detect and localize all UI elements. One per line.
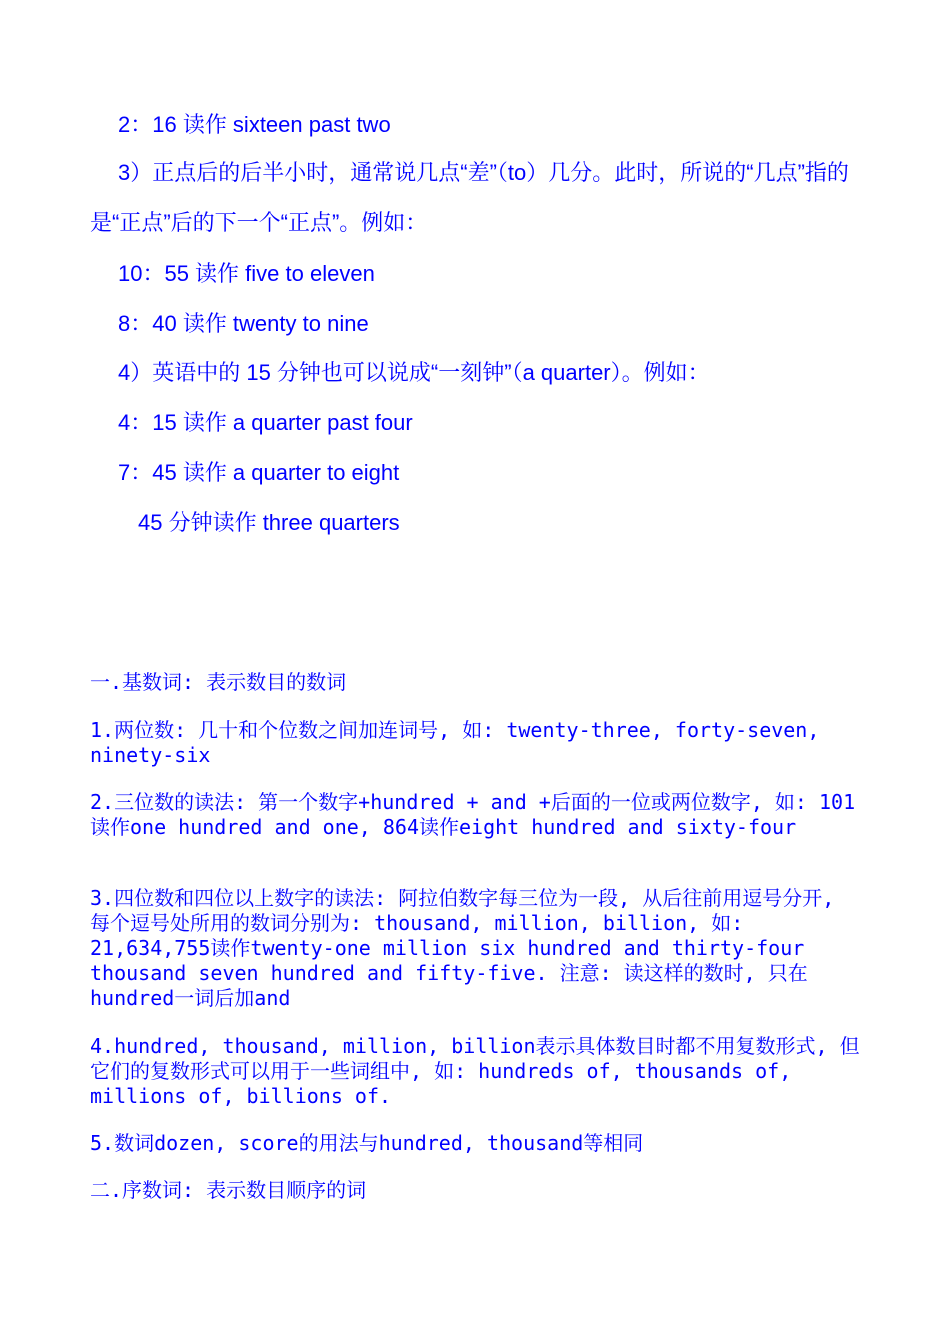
- numeral-point-1: 1.两位数: 几十和个位数之间加连词号, 如: twenty-three, forty-seven, ninety-six: [90, 718, 820, 767]
- time-example-2-16: 2：16 读作 sixteen past two: [118, 112, 391, 137]
- heading-cardinal-numerals: 一.基数词: 表示数目的数词: [90, 670, 347, 694]
- numeral-point-5: 5.数词dozen, score的用法与hundred, thousand等相同: [90, 1131, 644, 1155]
- heading-ordinal-numerals: 二.序数词: 表示数目顺序的词: [90, 1178, 367, 1202]
- time-example-10-55: 10：55 读作 five to eleven: [118, 261, 375, 286]
- time-example-4-15: 4：15 读作 a quarter past four: [118, 410, 413, 435]
- rule-4-paragraph: 4）英语中的 15 分钟也可以说成“一刻钟”（a quarter）。例如：: [118, 360, 710, 385]
- time-example-7-45: 7：45 读作 a quarter to eight: [118, 460, 400, 485]
- numeral-point-2: 2.三位数的读法: 第一个数字+hundred + and +后面的一位或两位数字, 如: 101读作one hundred and one, 864读作eight hundred and sixty-four: [90, 790, 856, 839]
- numeral-point-4: 4.hundred, thousand, million, billion表示具体数目时都不用复数形式, 但它们的复数形式可以用于一些词组中, 如: hundreds of, thousands of, millions of, billions of.: [90, 1034, 860, 1108]
- time-example-45-min: 45 分钟读作 three quarters: [138, 510, 400, 535]
- numeral-point-3: 3.四位数和四位以上数字的读法: 阿拉伯数字每三位为一段, 从后往前用逗号分开, 每个逗号处所用的数词分别为: thousand, million, billion, 如: 21,634,755读作twenty-one million six hundred and thirty-four thousand seven hundred and fifty-five. 注意: 读这样的数时, 只在hundred一词后加and: [90, 886, 835, 1010]
- rule-3-paragraph: 3）正点后的后半小时，通常说几点“差”（to）几分。此时，所说的“几点”指的是“正点”后的下一个“正点”。例如：: [90, 160, 849, 235]
- time-example-8-40: 8：40 读作 twenty to nine: [118, 311, 369, 336]
